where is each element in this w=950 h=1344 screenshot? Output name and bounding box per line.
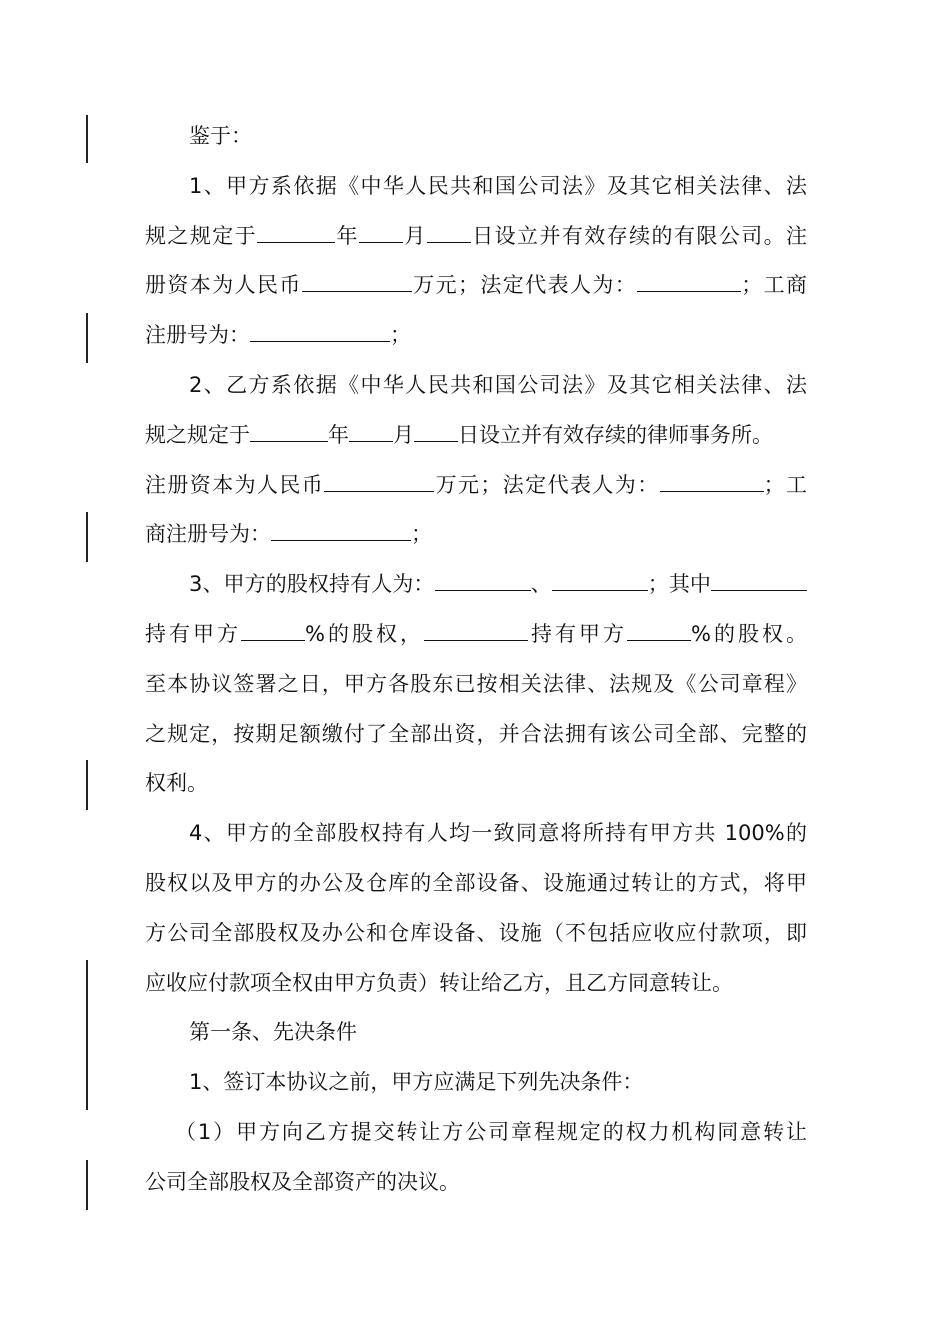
clause2-line4: 商注册号为： ； xyxy=(145,522,432,547)
blank-day xyxy=(427,224,471,243)
revision-bar xyxy=(86,760,88,810)
clause4-line2: 股权以及甲方的办公及仓库的全部设备、设施通过转让的方式，将甲 xyxy=(145,870,807,895)
clause1-line2: 规之规定于 年 月 日设立并有效存续的有限公司。注 xyxy=(145,223,807,248)
article1-sub1-line2: 公司全部股权及全部资产的决议。 xyxy=(145,1169,460,1194)
revision-bar xyxy=(86,960,88,1110)
blank-day xyxy=(414,423,458,442)
clause3-line3: 至本协议签署之日，甲方各股东已按相关法律、法规及《公司章程》 xyxy=(145,671,807,696)
revision-bar xyxy=(86,115,88,163)
blank-capital xyxy=(324,473,434,492)
article1-sub1-line1: （1）甲方向乙方提交转让方公司章程规定的权力机构同意转让 xyxy=(175,1119,807,1144)
blank-year xyxy=(257,224,335,243)
blank-holder-b xyxy=(552,572,648,591)
blank-percent-a xyxy=(241,622,305,641)
clause1-line4: 注册号为： ； xyxy=(145,323,411,348)
document-body xyxy=(145,112,807,1208)
revision-bar xyxy=(86,512,88,562)
blank-reg-no xyxy=(271,522,411,541)
clause3-line5: 权利。 xyxy=(145,771,208,796)
blank-reg-no xyxy=(250,323,390,342)
blank-month xyxy=(349,423,393,442)
blank-year xyxy=(250,423,328,442)
blank-percent-b xyxy=(627,622,691,641)
clause1-line3: 册资本为人民币 万元；法定代表人为： ；工商 xyxy=(145,273,807,298)
blank-legal-rep xyxy=(637,273,741,292)
article1-item1: 1、签订本协议之前，甲方应满足下列先决条件： xyxy=(189,1070,644,1095)
clause2-line2: 规之规定于 年 月 日设立并有效存续的律师事务所。 xyxy=(145,422,773,447)
revision-bar xyxy=(86,313,88,363)
blank-holder-d xyxy=(424,622,528,641)
blank-month xyxy=(359,224,403,243)
blank-holder-a xyxy=(435,572,531,591)
blank-legal-rep xyxy=(660,473,764,492)
clause2-line1: 2、乙方系依据《中华人民共和国公司法》及其它相关法律、法 xyxy=(189,372,807,397)
clause4-line3: 方公司全部股权及办公和仓库设备、设施（不包括应收应付款项，即 xyxy=(145,920,807,945)
clause4-line4: 应收应付款项全权由甲方负责）转让给乙方，且乙方同意转让。 xyxy=(145,970,733,995)
clause3-line1: 3、甲方的股权持有人为： 、 ；其中 xyxy=(145,560,807,610)
clause2-line3: 注册资本为人民币 万元；法定代表人为： ；工 xyxy=(145,472,807,497)
article1-title: 第一条、先决条件 xyxy=(189,1020,357,1045)
clause1-line1: 1、甲方系依据《中华人民共和国公司法》及其它相关法律、法 xyxy=(189,173,807,198)
clause4-line1: 4、甲方的全部股权持有人均一致同意将所持有甲方共 100%的 xyxy=(189,821,807,846)
clause3-line4: 之规定，按期足额缴付了全部出资，并合法拥有该公司全部、完整的 xyxy=(145,721,807,746)
revision-bar xyxy=(86,1160,88,1210)
blank-holder-c xyxy=(711,572,807,591)
blank-capital xyxy=(302,273,412,292)
heading: 鉴于： xyxy=(189,124,252,148)
clause3-line2: 持有甲方 %的股权， 持有甲方 %的股权。 xyxy=(145,621,807,646)
